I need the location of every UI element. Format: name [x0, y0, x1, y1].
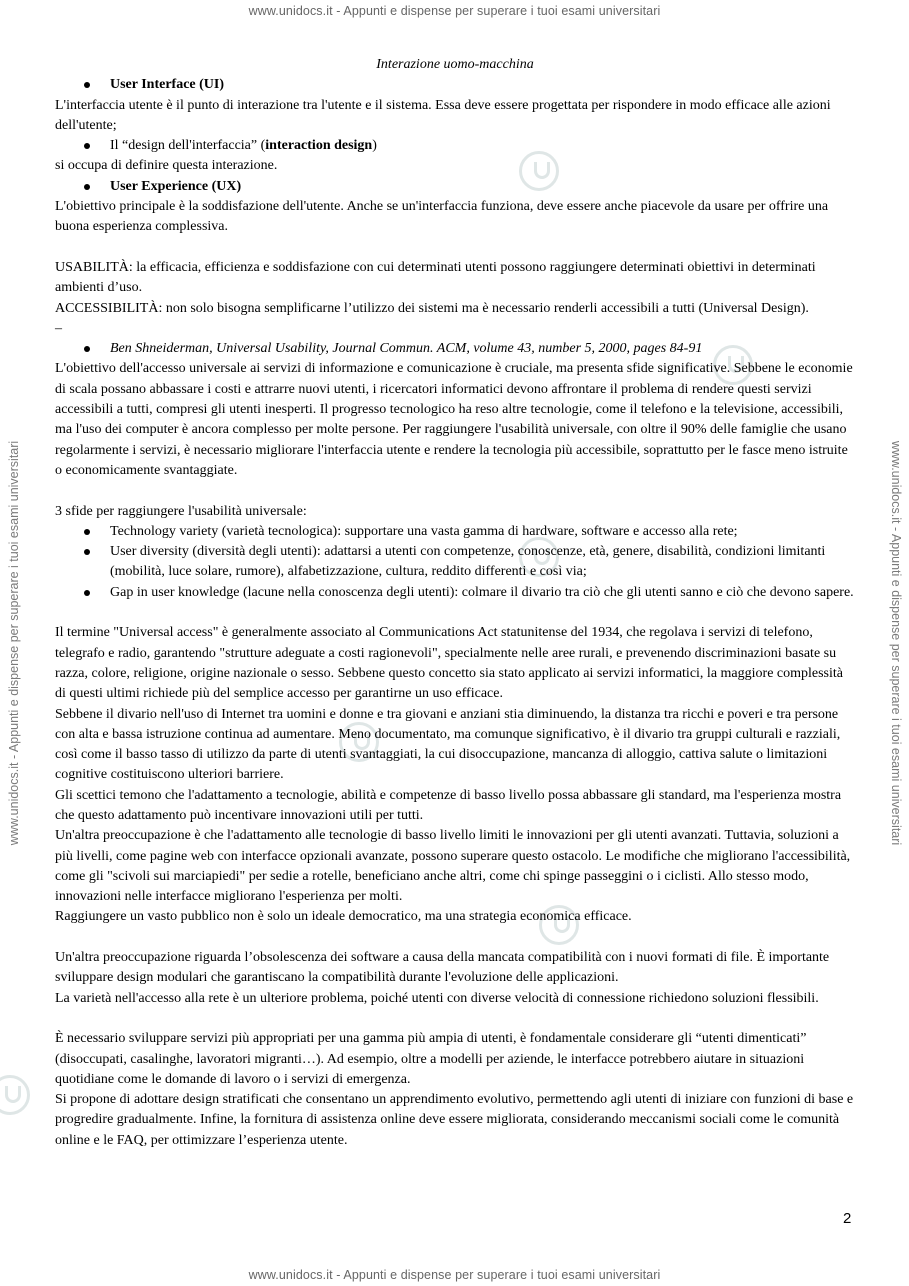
obsolescenza-paragraph: Un'altra preoccupazione riguarda l’obsolescenza dei software a causa della mancata compatibilità con i nuovi formati di file. È importante sviluppare design modulari che garantiscano la compatibilità durante l'evoluzione delle applicazioni. — [55, 950, 830, 986]
footer-watermark-banner: www.unidocs.it - Appunti e dispense per superare i tuoi esami universitari — [248, 1268, 661, 1282]
ui-heading: User Interface (UI) — [55, 75, 855, 95]
pubblico-paragraph: Raggiungere un vasto pubblico non è solo un ideale democratico, ma una strategia economica efficace. — [55, 909, 632, 925]
sfide-list — [55, 522, 855, 603]
header-watermark-banner: www.unidocs.it - Appunti e dispense per superare i tuoi esami universitari — [248, 4, 661, 18]
ux-bullet-list — [55, 177, 855, 197]
spacer — [55, 928, 855, 948]
reference-citation: Ben Shneiderman, Universal Usability, Journal Commun. ACM, volume 43, number 5, 2000, pages 84-91 — [55, 339, 855, 359]
sfide-intro: 3 sfide per raggiungere l'usabilità universale: — [55, 503, 307, 519]
access-paragraph: L'obiettivo dell'accesso universale ai servizi di informazione e comunicazione è cruciale, ma presenta sfide significative. Sebbene le economie di scala possano abbassare i costi e attrarre nuovi utenti, i ricercatori informatici devono affrontare il problema di rendere questi servizi accessibili a tutti, compresi gli utenti inesperti. Il progresso tecnologico ha reso altre tecnologie, come il telefono e la televisione, accessibili, ma l'uso dei computer è ancora complesso per molte persone. Per raggiungere l'usabilità universale, con oltre il 90% delle famiglie che usano regolarmente i servizi, è necessario migliorare l'interfaccia utente e rendere la tecnologia più accessibile, soprattutto per le fasce meno istruite o economicamente svantaggiate. — [55, 361, 853, 478]
list-item: User diversity (diversità degli utenti): adattarsi a utenti con competenze, conoscenze, età, genere, disabilità, condizioni limitanti (mobilità, luce solare, rumore), alfabetizzazione, cultura, reddito differenti e così via; — [55, 542, 855, 583]
spacer — [55, 603, 855, 623]
ui-paragraph: L'interfaccia utente è il punto di interazione tra l'utente e il sistema. Essa deve essere progettata per rispondere in modo efficace alle azioni dell'utente; — [55, 97, 831, 133]
reference-bullet-list — [55, 339, 855, 359]
ux-heading: User Experience (UX) — [55, 177, 855, 197]
spacer — [55, 1009, 855, 1029]
spacer — [55, 481, 855, 501]
preoccupazione-paragraph: Un'altra preoccupazione è che l'adattamento alle tecnologie di basso livello limiti le innovazioni per gli utenti avanzati. Tuttavia, soluzioni a più livelli, come pagine web con interfacce opzionali avanzate, possono superare questo ostacolo. Le modifiche che migliorano l'accessibilità, come gli "scivoli sui marciapiedi" per sedie a rotelle, beneficiano anche altri, come chi spinge passeggini o i ciclisti. Allo stesso modo, innovazioni nelle interfacce migliorano l'esperienza per molti. — [55, 828, 851, 905]
divario-paragraph: Sebbene il divario nell'uso di Internet tra uomini e donne e tra giovani e anziani stia diminuendo, la distanza tra ricchi e poveri e tra persone con alta e bassa istruzione continua ad aumentare. Meno documentato, ma comunque significativo, è il divario tra gruppi culturali e razziali, così come il basso tasso di utilizzo da parte di utenti svantaggiati, la cui disoccupazione, mancanza di alloggio, cattiva salute o limitazioni cognitive costituiscono ulteriori barriere. — [55, 706, 841, 783]
left-watermark-banner: www.unidocs.it - Appunti e dispense per superare i tuoi esami universitari — [7, 440, 21, 846]
universal-access-paragraph: Il termine "Universal access" è generalmente associato al Communications Act statunitense del 1934, che regolava i servizi di telefono, telegrafo e radio, garantendo "strutture adeguate a costi ragionevoli", specialmente nelle aree rurali, e prevenendo discriminazioni basate su razza, colore, religione, origine nazionale o sesso. Sebbene questo concetto sia stato applicato ai servizi informatici, la maggiore complessità di questi ultimi richiede più del semplice accesso per garantirne un uso efficace. — [55, 625, 843, 702]
ui-bullet-list — [55, 75, 855, 95]
scettici-paragraph: Gli scettici temono che l'adattamento a tecnologie, abilità e competenze di basso livello possa abbassare gli standard, ma l'esperienza mostra che questo adattamento può incentivare innovazioni utili per tutti. — [55, 787, 842, 823]
stratificati-paragraph: Si propone di adottare design stratificati che consentano un apprendimento evolutivo, permettendo agli utenti di iniziare con funzioni di base e progredire gradualmente. Infine, la fornitura di assistenza online deve essere migliorata, considerando meccanismi sociali come le comunità online e le FAQ, per ottimizzare l’esperienza utente. — [55, 1092, 854, 1148]
document-title: Interazione uomo-macchina — [376, 57, 534, 72]
design-bullet-list — [55, 136, 855, 156]
list-item: Technology variety (varietà tecnologica): supportare una vasta gamma di hardware, software e accesso alla rete; — [55, 522, 855, 542]
spacer — [55, 238, 855, 258]
rete-paragraph: La varietà nell'accesso alla rete è un ulteriore problema, poiché utenti con diverse velocità di connessione richiedono soluzioni flessibili. — [55, 990, 819, 1006]
document-page — [55, 55, 855, 1151]
design-bullet — [55, 136, 855, 156]
design-prefix: Il “design dell'interfaccia” ( — [110, 138, 266, 154]
usabilita-definition: USABILITÀ: la efficacia, efficienza e soddisfazione con cui determinati utenti possono raggiungere determinati obiettivi in determinati ambienti d’uso. — [55, 259, 816, 296]
design-bold-term: interaction design — [265, 138, 373, 154]
page-number: 2 — [843, 1210, 852, 1227]
list-item: Gap in user knowledge (lacune nella conoscenza degli utenti): colmare il divario tra ciò che gli utenti sanno e ciò che devono sapere. — [55, 583, 855, 603]
design-suffix: ) — [372, 138, 377, 154]
watermark-logo-icon — [0, 1075, 30, 1115]
design-paragraph: si occupa di definire questa interazione. — [55, 158, 278, 174]
accessibilita-definition: ACCESSIBILITÀ: non solo bisogna semplificarne l’utilizzo dei sistemi ma è necessario renderli accessibili a tutti (Universal Design). — [55, 300, 809, 316]
right-watermark-banner: www.unidocs.it - Appunti e dispense per superare i tuoi esami universitari — [889, 440, 903, 846]
ux-paragraph: L'obiettivo principale è la soddisfazione dell'utente. Anche se un'interfaccia funziona, deve essere anche piacevole da usare per offrire una buona esperienza complessiva. — [55, 199, 829, 235]
servizi-paragraph: È necessario sviluppare servizi più appropriati per una gamma più ampia di utenti, è fondamentale considerare gli “utenti dimenticati” (disoccupati, casalinghe, lavoratori migranti…). Ad esempio, oltre a modelli per aziende, le interfacce potrebbero aiutare in situazioni quotidiane come le domande di lavoro o i servizi di emergenza. — [55, 1031, 807, 1087]
separator-dash: – — [55, 320, 62, 336]
